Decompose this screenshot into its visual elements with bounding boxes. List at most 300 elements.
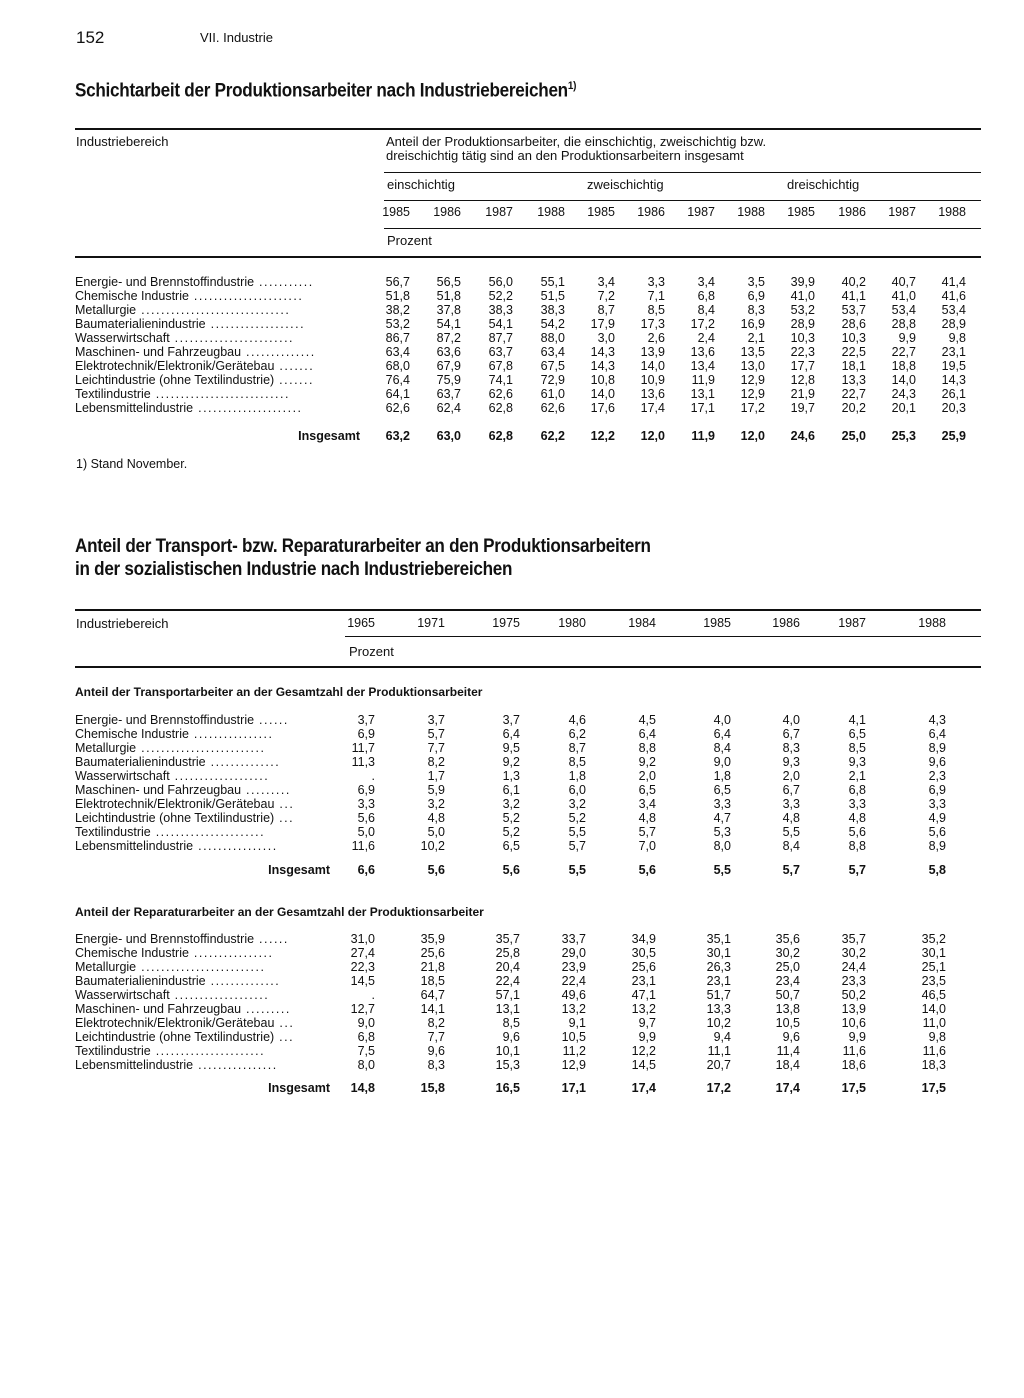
row-label bbox=[75, 303, 363, 317]
table1-unit: Prozent bbox=[387, 233, 432, 248]
row-label-text: Textilindustrie bbox=[75, 387, 151, 401]
section-a-title: Anteil der Transportarbeiter an der Gesamtzahl der Produktionsarbeiter bbox=[75, 685, 483, 699]
cell-value: 17,2 bbox=[740, 401, 765, 415]
row-label bbox=[75, 769, 333, 783]
table1-year: 1987 bbox=[888, 205, 916, 219]
cell-value: 23,1 bbox=[706, 974, 731, 988]
cell-value: 41,0 bbox=[891, 289, 916, 303]
leader-dots: ......... bbox=[241, 783, 291, 797]
cell-value: 35,7 bbox=[495, 932, 520, 946]
cell-value: 6,7 bbox=[782, 783, 800, 797]
cell-value: 54,2 bbox=[540, 317, 565, 331]
table1-year: 1986 bbox=[637, 205, 665, 219]
cell-value: 8,8 bbox=[638, 741, 656, 755]
cell-value: 13,5 bbox=[740, 345, 765, 359]
cell-value: 16,9 bbox=[740, 317, 765, 331]
cell-value: 4,5 bbox=[638, 713, 656, 727]
cell-value: 22,7 bbox=[841, 387, 866, 401]
table2-year: 1984 bbox=[628, 616, 656, 630]
total-label: Insgesamt bbox=[268, 1081, 330, 1095]
leader-dots: ................... bbox=[169, 988, 270, 1002]
cell-value: 9,8 bbox=[928, 1030, 946, 1044]
row-label-text: Baumaterialienindustrie bbox=[75, 317, 206, 331]
cell-value: 2,4 bbox=[697, 331, 715, 345]
cell-value: 1,8 bbox=[568, 769, 586, 783]
row-label-text: Wasserwirtschaft bbox=[75, 988, 170, 1002]
cell-value: 6,9 bbox=[357, 727, 375, 741]
cell-value: 12,9 bbox=[740, 387, 765, 401]
cell-value: 13,1 bbox=[495, 1002, 520, 1016]
cell-value: 11,6 bbox=[351, 839, 375, 853]
table-row bbox=[75, 1058, 965, 1072]
cell-value: 35,9 bbox=[420, 932, 445, 946]
cell-value: 9,0 bbox=[357, 1016, 375, 1030]
total-value: 25,9 bbox=[941, 429, 966, 443]
cell-value: 30,2 bbox=[775, 946, 800, 960]
table1-year: 1986 bbox=[838, 205, 866, 219]
cell-value: 5,5 bbox=[568, 825, 586, 839]
table1-year: 1987 bbox=[687, 205, 715, 219]
cell-value: 20,3 bbox=[941, 401, 966, 415]
total-value: 63,2 bbox=[385, 429, 410, 443]
row-label bbox=[75, 741, 333, 755]
row-label bbox=[75, 932, 333, 946]
cell-value: 67,5 bbox=[540, 359, 565, 373]
cell-value: 49,6 bbox=[561, 988, 586, 1002]
cell-value: 17,7 bbox=[790, 359, 815, 373]
table-row bbox=[75, 932, 965, 946]
cell-value: 21,9 bbox=[790, 387, 815, 401]
row-label bbox=[75, 727, 333, 741]
cell-value: 8,3 bbox=[427, 1058, 445, 1072]
row-label bbox=[75, 839, 333, 853]
leader-dots: ........................... bbox=[150, 387, 290, 401]
cell-value: 10,9 bbox=[640, 373, 665, 387]
row-label-text: Elektrotechnik/Elektronik/Gerätebau bbox=[75, 359, 275, 373]
cell-value: 28,6 bbox=[841, 317, 866, 331]
cell-value: 6,5 bbox=[713, 783, 731, 797]
cell-value: 29,0 bbox=[561, 946, 586, 960]
cell-value: 17,6 bbox=[590, 401, 615, 415]
cell-value: 22,4 bbox=[495, 974, 520, 988]
cell-value: 8,5 bbox=[568, 755, 586, 769]
cell-value: 5,6 bbox=[357, 811, 375, 825]
cell-value: 86,7 bbox=[385, 331, 410, 345]
total-value: 62,2 bbox=[540, 429, 565, 443]
cell-value: 4,6 bbox=[568, 713, 586, 727]
table2-title-line-2: in der sozialistischen Industrie nach Industriebereichen bbox=[75, 559, 513, 580]
total-value: 17,1 bbox=[561, 1081, 586, 1095]
cell-value: 9,0 bbox=[713, 755, 731, 769]
table2-year: 1980 bbox=[558, 616, 586, 630]
cell-value: 5,9 bbox=[427, 783, 445, 797]
table1-year: 1988 bbox=[537, 205, 565, 219]
row-label bbox=[75, 797, 333, 811]
cell-value: 17,4 bbox=[640, 401, 665, 415]
leader-dots: ...................... bbox=[188, 289, 304, 303]
leader-dots: ... bbox=[274, 1016, 295, 1030]
total-value: 5,7 bbox=[782, 863, 800, 877]
table-row bbox=[75, 387, 965, 401]
table-row bbox=[75, 713, 965, 727]
table-row bbox=[75, 303, 965, 317]
table2-year: 1987 bbox=[838, 616, 866, 630]
cell-value: 5,6 bbox=[848, 825, 866, 839]
table-row bbox=[75, 1002, 965, 1016]
cell-value: 9,8 bbox=[948, 331, 966, 345]
cell-value: 23,9 bbox=[561, 960, 586, 974]
table1-group-2: zweischichtig bbox=[587, 177, 664, 192]
cell-value: 20,2 bbox=[841, 401, 866, 415]
cell-value: 14,0 bbox=[590, 387, 615, 401]
cell-value: 4,8 bbox=[848, 811, 866, 825]
row-label bbox=[75, 1030, 333, 1044]
cell-value: 28,9 bbox=[941, 317, 966, 331]
cell-value: 12,9 bbox=[740, 373, 765, 387]
cell-value: 9,4 bbox=[713, 1030, 731, 1044]
cell-value: 87,7 bbox=[488, 331, 513, 345]
cell-value: 8,2 bbox=[427, 755, 445, 769]
cell-value: 4,8 bbox=[427, 811, 445, 825]
cell-value: 13,3 bbox=[841, 373, 866, 387]
table-row bbox=[75, 783, 965, 797]
cell-value: 12,2 bbox=[631, 1044, 656, 1058]
cell-value: 18,1 bbox=[841, 359, 866, 373]
cell-value: 72,9 bbox=[540, 373, 565, 387]
cell-value: 6,9 bbox=[747, 289, 765, 303]
total-value: 15,8 bbox=[420, 1081, 445, 1095]
cell-value: 33,7 bbox=[561, 932, 586, 946]
total-value: 16,5 bbox=[495, 1081, 520, 1095]
cell-value: 62,8 bbox=[488, 401, 513, 415]
table-row bbox=[75, 345, 965, 359]
cell-value: 10,8 bbox=[590, 373, 615, 387]
cell-value: 54,1 bbox=[436, 317, 461, 331]
row-label bbox=[75, 401, 363, 415]
cell-value: 9,5 bbox=[502, 741, 520, 755]
leader-dots: ........... bbox=[254, 275, 314, 289]
cell-value: 38,3 bbox=[488, 303, 513, 317]
leader-dots: .............. bbox=[241, 345, 316, 359]
cell-value: 5,0 bbox=[357, 825, 375, 839]
table1-year: 1988 bbox=[737, 205, 765, 219]
cell-value: 15,3 bbox=[495, 1058, 520, 1072]
table-row bbox=[75, 401, 965, 415]
total-row bbox=[75, 429, 965, 443]
table-row bbox=[75, 797, 965, 811]
row-label-text: Elektrotechnik/Elektronik/Gerätebau bbox=[75, 797, 275, 811]
leader-dots: ................ bbox=[193, 839, 278, 853]
total-row bbox=[75, 1081, 965, 1095]
cell-value: 35,2 bbox=[921, 932, 946, 946]
cell-value: 9,2 bbox=[638, 755, 656, 769]
cell-value: 2,1 bbox=[747, 331, 765, 345]
cell-value: 18,6 bbox=[841, 1058, 866, 1072]
cell-value: 6,0 bbox=[568, 783, 586, 797]
row-label bbox=[75, 988, 333, 1002]
cell-value: 25,6 bbox=[420, 946, 445, 960]
table2-year: 1988 bbox=[918, 616, 946, 630]
cell-value: 6,2 bbox=[568, 727, 586, 741]
cell-value: 30,1 bbox=[706, 946, 731, 960]
cell-value: 37,8 bbox=[436, 303, 461, 317]
cell-value: 5,5 bbox=[782, 825, 800, 839]
leader-dots: ... bbox=[274, 811, 295, 825]
cell-value: 9,9 bbox=[848, 1030, 866, 1044]
cell-value: 53,4 bbox=[941, 303, 966, 317]
cell-value: 1,3 bbox=[502, 769, 520, 783]
total-row bbox=[75, 863, 965, 877]
total-value: 24,6 bbox=[790, 429, 815, 443]
cell-value: 62,4 bbox=[436, 401, 461, 415]
total-value: 25,0 bbox=[841, 429, 866, 443]
cell-value: 3,5 bbox=[747, 275, 765, 289]
cell-value: 67,9 bbox=[436, 359, 461, 373]
cell-value: 53,2 bbox=[790, 303, 815, 317]
row-label bbox=[75, 825, 333, 839]
cell-value: 13,1 bbox=[690, 387, 715, 401]
cell-value: 21,8 bbox=[420, 960, 445, 974]
cell-value: 6,4 bbox=[638, 727, 656, 741]
cell-value: 11,0 bbox=[922, 1016, 946, 1030]
cell-value: 13,6 bbox=[640, 387, 665, 401]
total-value: 5,5 bbox=[568, 863, 586, 877]
table-row bbox=[75, 960, 965, 974]
row-label-text: Baumaterialienindustrie bbox=[75, 974, 206, 988]
row-label-text: Leichtindustrie (ohne Textilindustrie) bbox=[75, 373, 275, 387]
row-label-text: Baumaterialienindustrie bbox=[75, 755, 206, 769]
table2-year: 1975 bbox=[492, 616, 520, 630]
cell-value: 20,7 bbox=[706, 1058, 731, 1072]
cell-value: 53,2 bbox=[385, 317, 410, 331]
leader-dots: ................... bbox=[169, 769, 270, 783]
row-label bbox=[75, 713, 333, 727]
cell-value: 3,7 bbox=[357, 713, 375, 727]
cell-value: 38,3 bbox=[540, 303, 565, 317]
cell-value: 76,4 bbox=[385, 373, 410, 387]
cell-value: 53,4 bbox=[891, 303, 916, 317]
cell-value: 23,1 bbox=[631, 974, 656, 988]
table1-year: 1985 bbox=[382, 205, 410, 219]
cell-value: 61,0 bbox=[540, 387, 565, 401]
leader-dots: ........................ bbox=[169, 331, 295, 345]
cell-value: 6,4 bbox=[713, 727, 731, 741]
cell-value: 13,2 bbox=[631, 1002, 656, 1016]
cell-value: 9,9 bbox=[638, 1030, 656, 1044]
cell-value: 56,5 bbox=[436, 275, 461, 289]
cell-value: 17,3 bbox=[640, 317, 665, 331]
row-label bbox=[75, 317, 363, 331]
row-label bbox=[75, 946, 333, 960]
cell-value: 11,2 bbox=[562, 1044, 586, 1058]
cell-value: . bbox=[371, 988, 375, 1002]
cell-value: 13,3 bbox=[706, 1002, 731, 1016]
cell-value: 9,2 bbox=[502, 755, 520, 769]
cell-value: 4,0 bbox=[782, 713, 800, 727]
cell-value: 6,9 bbox=[357, 783, 375, 797]
cell-value: 5,2 bbox=[502, 811, 520, 825]
table-row bbox=[75, 825, 965, 839]
cell-value: 17,9 bbox=[590, 317, 615, 331]
cell-value: 13,4 bbox=[690, 359, 715, 373]
cell-value: 2,0 bbox=[782, 769, 800, 783]
table1-header-desc-2: dreischichtig tätig sind an den Produktionsarbeitern insgesamt bbox=[386, 148, 744, 163]
page-number: 152 bbox=[76, 28, 105, 47]
cell-value: 6,7 bbox=[782, 727, 800, 741]
cell-value: 41,6 bbox=[941, 289, 966, 303]
cell-value: 10,2 bbox=[420, 839, 445, 853]
table2-year: 1986 bbox=[772, 616, 800, 630]
cell-value: 14,3 bbox=[941, 373, 966, 387]
cell-value: 88,0 bbox=[540, 331, 565, 345]
leader-dots: ................ bbox=[188, 946, 274, 960]
cell-value: 63,6 bbox=[436, 345, 461, 359]
cell-value: 5,0 bbox=[427, 825, 445, 839]
cell-value: 68,0 bbox=[385, 359, 410, 373]
total-value: 12,0 bbox=[640, 429, 665, 443]
table-row bbox=[75, 755, 965, 769]
row-label-text: Lebensmittelindustrie bbox=[75, 839, 194, 853]
cell-value: 62,6 bbox=[540, 401, 565, 415]
leader-dots: ....... bbox=[274, 359, 315, 373]
row-label-text: Maschinen- und Fahrzeugbau bbox=[75, 1002, 242, 1016]
row-label-text: Lebensmittelindustrie bbox=[75, 401, 194, 415]
total-value: 14,8 bbox=[350, 1081, 375, 1095]
cell-value: 4,1 bbox=[848, 713, 866, 727]
table2-col-label: Industriebereich bbox=[76, 616, 169, 631]
cell-value: 30,5 bbox=[631, 946, 656, 960]
cell-value: 22,5 bbox=[841, 345, 866, 359]
cell-value: 22,7 bbox=[891, 345, 916, 359]
cell-value: 19,5 bbox=[941, 359, 966, 373]
table1-year: 1987 bbox=[485, 205, 513, 219]
cell-value: 64,1 bbox=[385, 387, 410, 401]
cell-value: 22,4 bbox=[561, 974, 586, 988]
leader-dots: ................ bbox=[193, 1058, 278, 1072]
cell-value: 9,6 bbox=[928, 755, 946, 769]
cell-value: 8,0 bbox=[357, 1058, 375, 1072]
table-row bbox=[75, 1016, 965, 1030]
row-label-text: Energie- und Brennstoffindustrie bbox=[75, 713, 255, 727]
leader-dots: .............. bbox=[205, 755, 281, 769]
cell-value: 50,7 bbox=[775, 988, 800, 1002]
cell-value: 9,6 bbox=[427, 1044, 445, 1058]
cell-value: 3,3 bbox=[848, 797, 866, 811]
cell-value: 11,6 bbox=[842, 1044, 866, 1058]
table1-group-rule bbox=[384, 172, 981, 173]
cell-value: 23,5 bbox=[921, 974, 946, 988]
cell-value: 24,4 bbox=[841, 960, 866, 974]
cell-value: 18,5 bbox=[420, 974, 445, 988]
cell-value: 8,2 bbox=[427, 1016, 445, 1030]
cell-value: 3,3 bbox=[782, 797, 800, 811]
table-row bbox=[75, 373, 965, 387]
cell-value: 14,5 bbox=[631, 1058, 656, 1072]
table2-unit: Prozent bbox=[349, 644, 394, 659]
table-row bbox=[75, 811, 965, 825]
table1-group-3: dreischichtig bbox=[787, 177, 860, 192]
row-label-text: Wasserwirtschaft bbox=[75, 769, 170, 783]
cell-value: 5,7 bbox=[568, 839, 586, 853]
table2-unit-rule bbox=[345, 636, 981, 637]
cell-value: 7,5 bbox=[357, 1044, 375, 1058]
cell-value: 9,6 bbox=[502, 1030, 520, 1044]
cell-value: 3,7 bbox=[427, 713, 445, 727]
table2-year: 1965 bbox=[347, 616, 375, 630]
cell-value: 62,6 bbox=[488, 387, 513, 401]
cell-value: 9,9 bbox=[898, 331, 916, 345]
row-label-text: Chemische Industrie bbox=[75, 727, 189, 741]
cell-value: 3,3 bbox=[357, 797, 375, 811]
cell-value: 35,6 bbox=[775, 932, 800, 946]
table1-year: 1986 bbox=[433, 205, 461, 219]
cell-value: 10,5 bbox=[561, 1030, 586, 1044]
cell-value: 55,1 bbox=[540, 275, 565, 289]
cell-value: 63,4 bbox=[540, 345, 565, 359]
row-label bbox=[75, 387, 363, 401]
total-value: 5,7 bbox=[848, 863, 866, 877]
total-value: 12,2 bbox=[590, 429, 615, 443]
cell-value: 10,1 bbox=[495, 1044, 520, 1058]
cell-value: 31,0 bbox=[350, 932, 375, 946]
table-row bbox=[75, 839, 965, 853]
cell-value: 7,7 bbox=[427, 741, 445, 755]
cell-value: 10,3 bbox=[790, 331, 815, 345]
leader-dots: ...... bbox=[254, 713, 289, 727]
cell-value: 41,0 bbox=[790, 289, 815, 303]
cell-value: 8,4 bbox=[713, 741, 731, 755]
cell-value: 56,0 bbox=[488, 275, 513, 289]
cell-value: 6,1 bbox=[502, 783, 520, 797]
table1-year: 1988 bbox=[938, 205, 966, 219]
cell-value: 3,7 bbox=[502, 713, 520, 727]
leader-dots: ...... bbox=[254, 932, 289, 946]
row-label bbox=[75, 1044, 333, 1058]
cell-value: 34,9 bbox=[631, 932, 656, 946]
cell-value: 2,0 bbox=[638, 769, 656, 783]
cell-value: 8,0 bbox=[713, 839, 731, 853]
cell-value: 11,6 bbox=[922, 1044, 946, 1058]
leader-dots: ... bbox=[274, 1030, 295, 1044]
cell-value: 51,7 bbox=[706, 988, 731, 1002]
total-value: 17,4 bbox=[631, 1081, 656, 1095]
cell-value: 14,0 bbox=[640, 359, 665, 373]
cell-value: 5,2 bbox=[568, 811, 586, 825]
row-label-text: Textilindustrie bbox=[75, 825, 151, 839]
table2-title-line-1: Anteil der Transport- bzw. Reparaturarbeiter an den Produktionsarbeitern bbox=[75, 536, 651, 557]
table-row bbox=[75, 359, 965, 373]
leader-dots: ................ bbox=[188, 727, 274, 741]
table1-year: 1985 bbox=[587, 205, 615, 219]
cell-value: 6,8 bbox=[357, 1030, 375, 1044]
row-label bbox=[75, 755, 333, 769]
table1-title: Schichtarbeit der Produktionsarbeiter nach Industriebereichen$^{1)}$ bbox=[75, 80, 577, 102]
row-label bbox=[75, 960, 333, 974]
cell-value: 10,6 bbox=[841, 1016, 866, 1030]
cell-value: 24,3 bbox=[891, 387, 916, 401]
row-label-text: Lebensmittelindustrie bbox=[75, 1058, 194, 1072]
cell-value: 64,7 bbox=[420, 988, 445, 1002]
cell-value: 35,7 bbox=[841, 932, 866, 946]
table-row bbox=[75, 1030, 965, 1044]
total-value: 62,8 bbox=[488, 429, 513, 443]
row-label-text: Chemische Industrie bbox=[75, 289, 189, 303]
row-label bbox=[75, 289, 363, 303]
table2-year: 1971 bbox=[417, 616, 445, 630]
cell-value: 4,8 bbox=[782, 811, 800, 825]
cell-value: 14,3 bbox=[590, 345, 615, 359]
table-row bbox=[75, 988, 965, 1002]
